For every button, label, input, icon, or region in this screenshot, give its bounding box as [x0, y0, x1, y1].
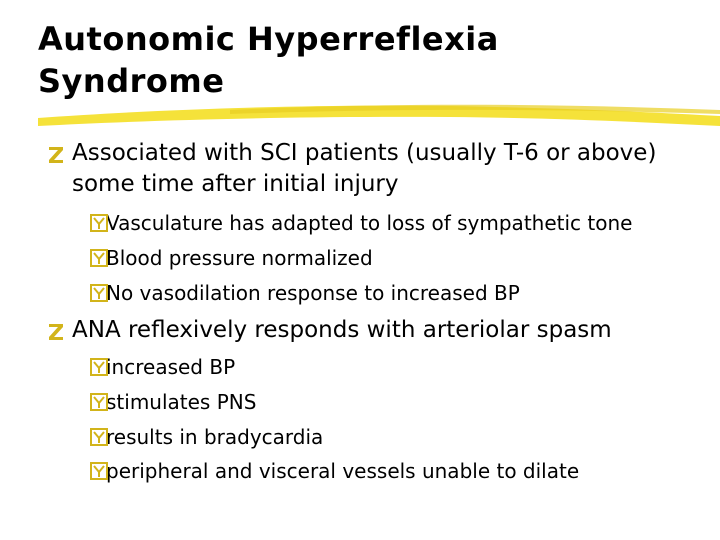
sub-bullet-item — [90, 352, 700, 382]
sub-bullet-item — [90, 422, 700, 452]
sub-bullet-text: Vasculature has adapted to loss of sympathetic tone — [106, 211, 633, 235]
slide-title — [38, 18, 678, 102]
sub-bullet-item — [90, 243, 700, 273]
sub-bullet-item — [90, 208, 700, 238]
sub-bullet-text: No vasodilation response to increased BP — [106, 281, 520, 305]
bullet-item-2 — [46, 315, 676, 346]
z-bullet-icon — [46, 322, 66, 342]
sub-bullet-text: stimulates PNS — [106, 390, 257, 414]
y-bullet-icon — [90, 393, 108, 411]
y-bullet-icon — [90, 358, 108, 376]
y-bullet-icon — [90, 428, 108, 446]
sub-bullet-text: results in bradycardia — [106, 425, 324, 449]
y-bullet-icon — [90, 462, 108, 480]
sub-bullet-item — [90, 456, 700, 486]
sub-bullet-text: Blood pressure normalized — [106, 246, 373, 270]
sub-bullet-item — [90, 387, 700, 417]
y-bullet-icon — [90, 249, 108, 267]
sub-bullet-text: increased BP — [106, 355, 236, 379]
slide-title-line-2: Syndrome — [38, 62, 225, 100]
title-highlight-stroke — [0, 98, 720, 130]
sub-bullet-text: peripheral and visceral vessels unable to dilate — [106, 459, 580, 483]
bullet-item-1 — [46, 138, 676, 200]
z-bullet-icon — [46, 145, 66, 165]
sub-bullet-item — [90, 278, 700, 308]
bullet-text: ANA reflexively responds with arteriolar spasm — [72, 317, 612, 343]
slide-title-line-1: Autonomic Hyperreflexia — [38, 20, 499, 58]
bullet-text: Associated with SCI patients (usually T-6 or above) some time after initial injury — [72, 140, 657, 197]
y-bullet-icon — [90, 214, 108, 232]
y-bullet-icon — [90, 284, 108, 302]
